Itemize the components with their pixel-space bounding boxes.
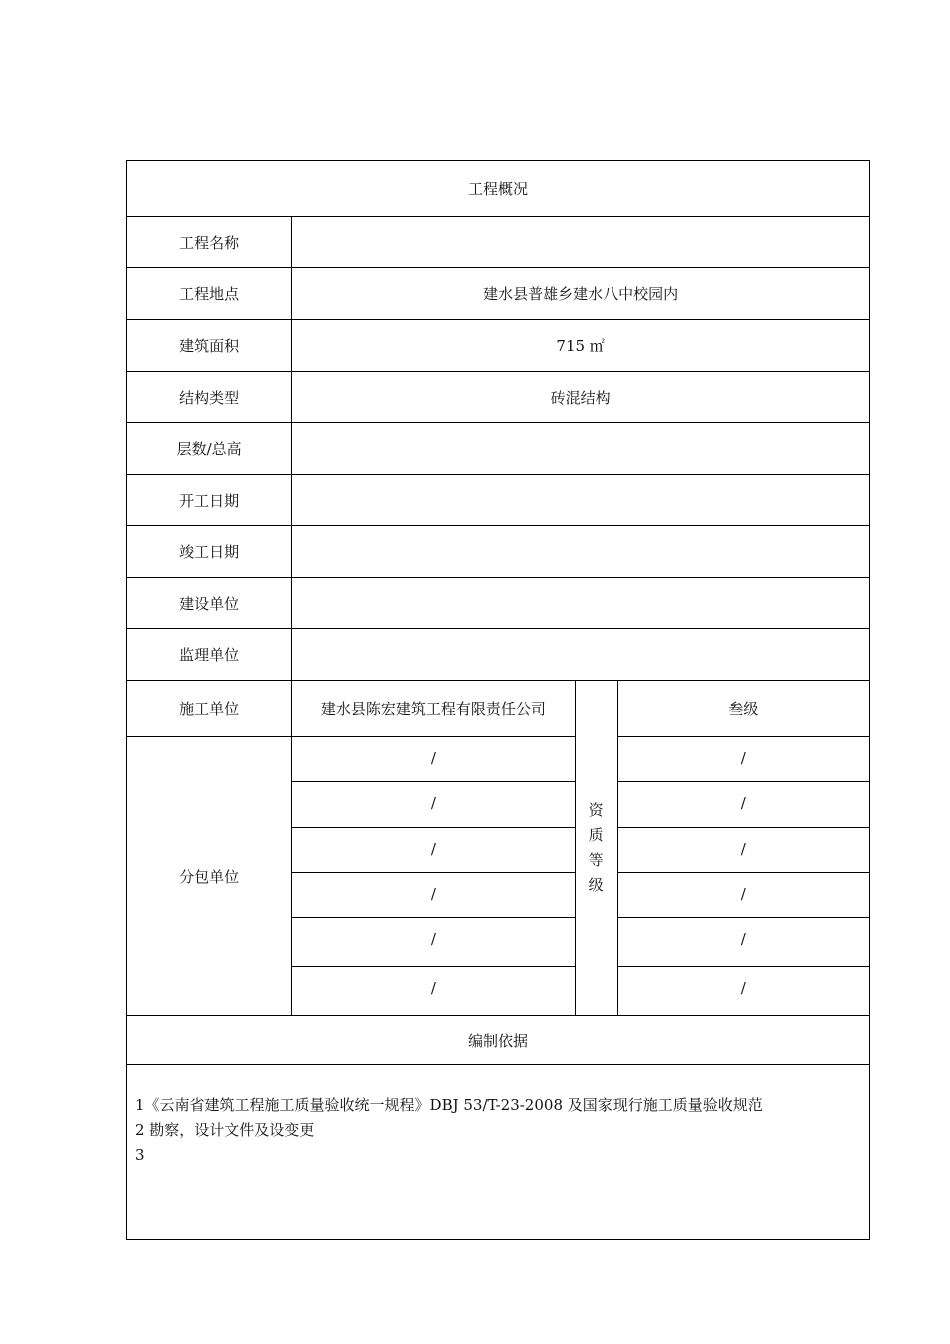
row-label: 竣工日期	[127, 526, 292, 578]
row-label: 开工日期	[127, 475, 292, 526]
table-row	[127, 423, 870, 475]
project-overview-table	[126, 160, 870, 1240]
table-row	[127, 268, 870, 320]
subcontractor-name: /	[292, 828, 575, 873]
subcontractor-grade: /	[617, 873, 869, 918]
table-title: 工程概况	[127, 161, 870, 217]
subcontractor-grade: /	[617, 828, 869, 873]
contractor-grade: 叁级	[617, 681, 869, 737]
subcontractor-grade: /	[617, 737, 869, 782]
row-value	[292, 475, 870, 526]
basis-title: 编制依据	[127, 1016, 870, 1065]
contractor-row	[127, 681, 870, 737]
table-row	[127, 526, 870, 578]
table-row	[127, 372, 870, 423]
basis-line: 3	[135, 1146, 145, 1164]
subcontractor-grade: /	[617, 782, 869, 828]
subcontractor-name: /	[292, 782, 575, 828]
basis-line: 2 勘察，设计文件及设变更	[135, 1121, 315, 1139]
contractor-name: 建水县陈宏建筑工程有限责任公司	[292, 681, 575, 737]
table-row	[127, 629, 870, 681]
row-value	[292, 629, 870, 681]
table-row	[127, 320, 870, 372]
table-row	[127, 217, 870, 268]
table-row	[127, 475, 870, 526]
qualification-grade-label: 资 质 等 级	[575, 681, 617, 1016]
row-label: 结构类型	[127, 372, 292, 423]
row-label: 建设单位	[127, 578, 292, 629]
subcontractor-label: 分包单位	[127, 737, 292, 1016]
row-value	[292, 423, 870, 475]
contractor-label: 施工单位	[127, 681, 292, 737]
row-value: 715 ㎡	[292, 320, 870, 372]
subcontractor-name: /	[292, 918, 575, 967]
basis-header-row	[127, 1016, 870, 1065]
subcontractor-grade: /	[617, 967, 869, 1016]
subcontractor-grade: /	[617, 918, 869, 967]
row-label: 工程地点	[127, 268, 292, 320]
subcontractor-name: /	[292, 967, 575, 1016]
basis-content	[127, 1065, 870, 1240]
basis-content-row	[127, 1065, 870, 1240]
table-header-row	[127, 161, 870, 217]
subcontractor-row	[127, 737, 870, 782]
row-label: 工程名称	[127, 217, 292, 268]
row-value	[292, 578, 870, 629]
row-label: 层数/总高	[127, 423, 292, 475]
row-label: 监理单位	[127, 629, 292, 681]
row-value: 建水县普雄乡建水八中校园内	[292, 268, 870, 320]
subcontractor-name: /	[292, 737, 575, 782]
table-row	[127, 578, 870, 629]
subcontractor-name: /	[292, 873, 575, 918]
row-value: 砖混结构	[292, 372, 870, 423]
row-value	[292, 217, 870, 268]
row-label: 建筑面积	[127, 320, 292, 372]
basis-line: 1《云南省建筑工程施工质量验收统一规程》DBJ 53/T-23-2008 及国家现行施工质量验收规范	[135, 1096, 763, 1114]
row-value	[292, 526, 870, 578]
